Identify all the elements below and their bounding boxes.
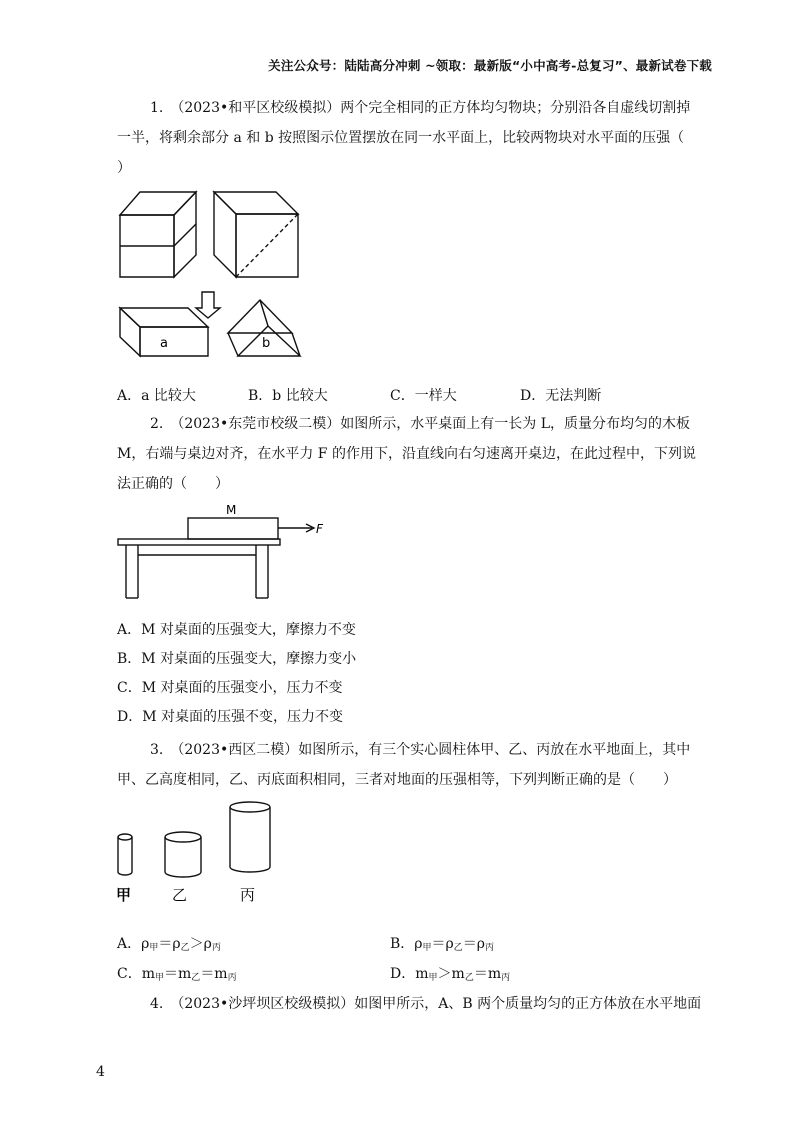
- q2-label-f: F: [316, 522, 323, 536]
- q3-line-1: 3. （2023•西区二模）如图所示，有三个实心圆柱体甲、乙、丙放在水平地面上，其中: [150, 742, 691, 758]
- q3-option-a-sub: 丙: [211, 943, 221, 953]
- page-header: 关注公众号：陆陆高分冲刺 ~领取：最新版“小中高考-总复习”、最新试卷下载: [268, 58, 712, 73]
- q1-option-d: D．无法判断: [520, 388, 602, 404]
- q3-option-c-part: m: [141, 966, 155, 982]
- q3-cylinder-bing: [230, 802, 270, 872]
- q2-option-c: C．M 对桌面的压强变小，压力不变: [117, 680, 343, 696]
- q1-line-3: ）: [117, 160, 131, 176]
- q3-option-a-sub: 乙: [180, 943, 190, 953]
- q1-label-a: a: [160, 336, 168, 351]
- q3-option-c-part: ＝m: [164, 966, 192, 982]
- q3-option-c-sub: 丙: [227, 973, 237, 983]
- q3-option-d-sub: 甲: [428, 973, 438, 983]
- q2-line-1: 2. （2023•东莞市校级二模）如图所示，水平桌面上有一长为 L，质量分布均匀的木板: [150, 416, 690, 432]
- q2-line-2: M，右端与桌边对齐，在水平力 F 的作用下，沿直线向右匀速离开桌边，在此过程中，下列说: [117, 446, 696, 462]
- q3-option-a: [117, 934, 221, 958]
- q3-label-yi: 乙: [172, 886, 188, 904]
- q3-option-c: [117, 964, 237, 988]
- page-number: 4: [96, 1064, 105, 1080]
- q3-label-bing: 丙: [240, 886, 256, 904]
- q3-cylinder-yi: [165, 832, 201, 877]
- q2-option-d: D．M 对桌面的压强不变，压力不变: [117, 709, 344, 725]
- q3-option-d-prefix: D．: [390, 966, 416, 982]
- q1-option-c: C．一样大: [390, 388, 457, 404]
- q1-option-a: A．a 比较大: [117, 388, 196, 404]
- q1-label-b: b: [262, 336, 271, 351]
- q2-line-3: 法正确的（ ）: [117, 476, 229, 492]
- q3-option-b-part: ＝ρ: [431, 936, 454, 952]
- q3-option-a-part: ＝ρ: [158, 936, 181, 952]
- q1-line-2: 一半，将剩余部分 a 和 b 按照图示位置摆放在同一水平面上，比较两物块对水平面的压强（: [117, 130, 685, 146]
- q3-option-a-part: ρ: [141, 936, 150, 952]
- q2-option-b: B．M 对桌面的压强变大，摩擦力变小: [117, 651, 357, 667]
- q3-option-b-sub: 丙: [485, 943, 495, 953]
- q1-option-b: B．b 比较大: [248, 388, 328, 404]
- q3-option-b-part: ρ: [414, 936, 423, 952]
- q4-line-1: 4. （2023•沙坪坝区校级模拟）如图甲所示，A、B 两个质量均匀的正方体放在水平地面: [150, 996, 702, 1012]
- q3-option-a-prefix: A．: [117, 936, 142, 952]
- q3-option-d-part: ＞m: [437, 966, 465, 982]
- q3-option-b: [390, 934, 494, 958]
- q3-option-b-sub: 甲: [422, 943, 432, 953]
- q3-line-2: 甲、乙高度相同，乙、丙底面积相同，三者对地面的压强相等，下列判断正确的是（ ）: [117, 772, 677, 788]
- q2-option-a: A．M 对桌面的压强变大，摩擦力不变: [117, 622, 356, 638]
- q3-cylinder-jia: [118, 834, 132, 875]
- q3-option-c-prefix: C．: [117, 966, 142, 982]
- q3-option-b-part: ＝ρ: [462, 936, 486, 952]
- q2-label-m: M: [226, 503, 237, 517]
- q3-option-d: [390, 964, 510, 988]
- q3-option-d-sub: 丙: [501, 973, 511, 983]
- q3-option-d-part: m: [415, 966, 429, 982]
- q3-option-c-part: ＝m: [200, 966, 228, 982]
- q3-option-b-prefix: B．: [390, 936, 415, 952]
- q1-line-1: 1. （2023•和平区校级模拟）两个完全相同的正方体均匀物块；分别沿各自虚线切割掉: [150, 100, 691, 116]
- q3-label-jia: 甲: [116, 886, 132, 904]
- q3-option-d-part: ＝m: [473, 966, 502, 982]
- q3-option-c-sub: 甲: [155, 973, 165, 983]
- q3-option-b-sub: 乙: [453, 943, 463, 953]
- q3-option-a-part: ＞ρ: [189, 936, 212, 952]
- q3-option-a-sub: 甲: [149, 943, 159, 953]
- q3-option-d-sub: 乙: [464, 973, 474, 983]
- q3-option-c-sub: 乙: [191, 973, 201, 983]
